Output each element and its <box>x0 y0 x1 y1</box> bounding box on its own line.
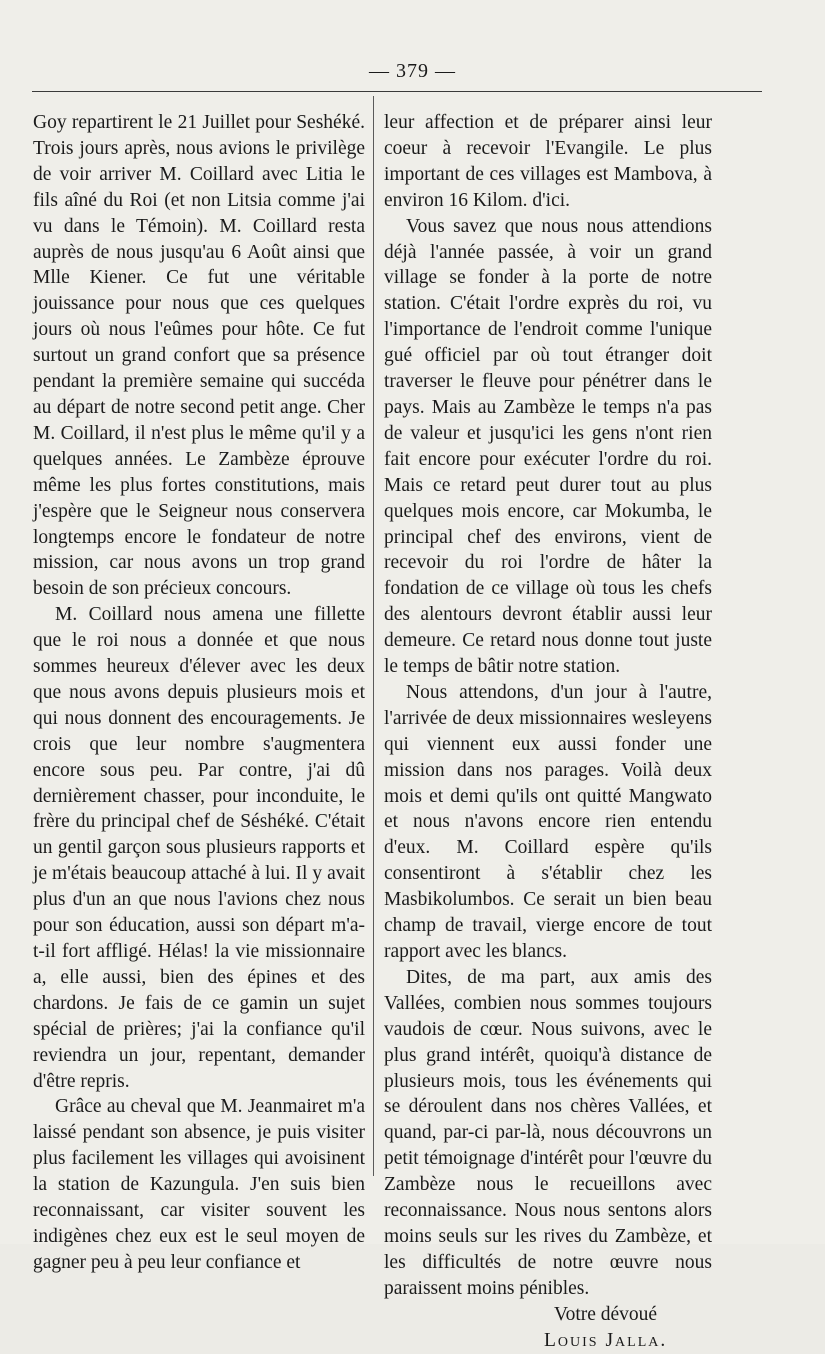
paragraph: Vous savez que nous nous attendions déjà l'année passée, à voir un grand village se fonder à la porte de notre station. C'était l'ordre exprès du roi, vu l'importance de l'endroit comme l'unique gué officiel par où tout étranger doit traverser le fleuve pour pénétrer dans le pays. Mais au Zambèze le temps n'a pas de valeur et jusqu'ici les gens n'ont rien fait encore pour exécuter l'ordre du roi. Mais ce retard peut durer tout au plus quelques mois encore, car Mokumba, le principal chef des environs, vient de recevoir du roi l'ordre de hâter la fondation de ce village où tous les chefs des alentours devront établir aussi leur demeure. Ce retard nous donne tout juste le temps de bâtir notre station. <box>384 215 712 678</box>
paragraph: Goy repartirent le 21 Juillet pour Seshéké. Trois jours après, nous avions le privilège de voir arriver M. Coillard avec Litia le fils aîné du Roi (et non Litsia comme j'ai vu dans le Témoin). M. Coillard resta auprès de nous jusqu'au 6 Août ainsi que Mlle Kiener. Ce fut une véritable jouissance pour nous que ces quelques jours où nous l'eûmes pour hôte. Ce fut surtout un grand confort que sa présence pendant la première semaine qui succéda au départ de notre second petit ange. Cher M. Coillard, il n'est plus le même qu'il y a quelques années. Le Zambèze éprouve même les plus fortes constitutions, mais j'espère que le Seigneur nous conservera longtemps encore le fondateur de notre mission, car nous avons un trop grand besoin de son précieux concours. <box>33 112 365 600</box>
paragraph: leur affection et de préparer ainsi leur coeur à recevoir l'Evangile. Le plus important de ces villages est Mambova, à environ 16 Kilom. d'ici. <box>384 112 712 211</box>
paragraph: Grâce au cheval que M. Jeanmairet m'a laissé pendant son absence, je puis visiter plus facilement les villages qui avoisinent la station de Kazungula. J'en suis bien reconnaissant, car visiter souvent les indigènes chez eux est le seul moyen de gagner peu à peu leur confiance et <box>33 1096 365 1273</box>
paragraph: Nous attendons, d'un jour à l'autre, l'arrivée de deux missionnaires wesleyens qui viennent eux aussi fonder une mission dans nos parages. Voilà deux mois et demi qu'ils ont quitté Mangwato et nous n'avons encore rien entendu d'eux. M. Coillard espère qu'ils consentiront à s'établir chez les Masbikolumbos. Ce serait un bien beau champ de travail, vierge encore de tout rapport avec les blancs. <box>384 681 712 962</box>
letter-closing: Votre dévoué <box>554 1303 658 1325</box>
signature: Louis Jalla. <box>544 1329 668 1351</box>
left-column <box>33 110 365 1276</box>
paragraph: Dites, de ma part, aux amis des Vallées, combien nous sommes toujours vaudois de cœur. Nous suivons, avec le plus grand intérêt, quoiqu'à distance de plusieurs mois, tous les événements qui se déroulent dans nos chères Vallées, et quand, par-ci par-là, nous découvrons un petit témoignage d'intérêt pour l'œuvre du Zambèze nous le recueillons avec reconnaissance. Nous nous sentons alors moins seuls sur les rives du Zambèze, et les difficultés de notre œuvre nous paraissent moins pénibles. <box>384 966 712 1299</box>
header-rule <box>32 91 762 92</box>
column-divider <box>373 96 374 1176</box>
page-number: — 379 — <box>369 60 456 82</box>
paragraph: M. Coillard nous amena une fillette que le roi nous a donnée et que nous sommes heureux d'élever avec les deux que nous avons depuis plusieurs mois et qui nous donnent des encouragements. Je crois que leur nombre s'augmentera encore sous peu. Par contre, j'ai dû dernièrement chasser, pour inconduite, le frère du principal chef de Séshéké. C'était un gentil garçon sous plusieurs rapports et je m'étais beaucoup attaché à lui. Il y avait plus d'un an que nous l'avions chez nous pour son éducation, aussi son départ m'a-t-il fort affligé. Hélas! la vie missionnaire a, elle aussi, bien des épines et des chardons. Je fais de ce gamin un sujet spécial de prières; j'ai la confiance qu'il reviendra un jour, repentant, demander d'être repris. <box>33 604 365 1092</box>
right-column <box>384 110 712 1354</box>
